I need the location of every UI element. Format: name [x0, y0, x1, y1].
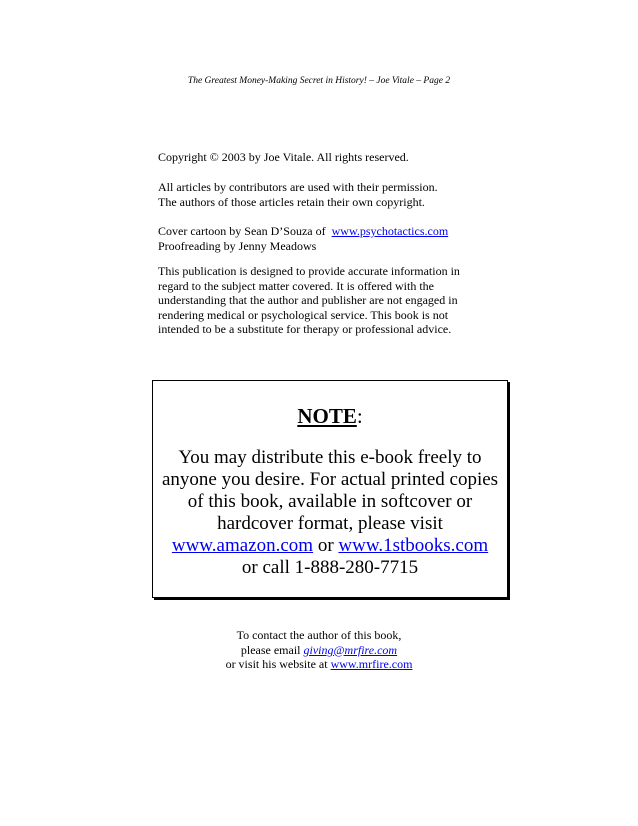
contributors-notice	[158, 180, 498, 209]
contact-email-line	[0, 643, 638, 658]
contact-line-1: To contact the author of this book,	[236, 628, 402, 642]
contributors-line-2: The authors of those articles retain their own copyright.	[158, 194, 425, 209]
note-line-3: of this book, available in softcover or	[187, 491, 473, 512]
note-line-2: anyone you desire. For actual printed copies	[161, 469, 499, 490]
note-line-1: You may distribute this e-book freely to	[178, 447, 482, 468]
contact-email-prefix: please email	[240, 642, 301, 657]
proofreading-credit: Proofreading by Jenny Meadows	[158, 238, 317, 253]
note-links-line	[153, 535, 507, 557]
note-line-4: hardcover format, please visit	[217, 513, 443, 534]
cartoon-credit-text: Cover cartoon by Sean D’Souza of	[158, 224, 326, 238]
note-body	[153, 447, 507, 579]
1stbooks-link[interactable]: www.1stbooks.com	[338, 535, 489, 556]
note-title-colon: :	[356, 404, 363, 428]
copyright-text: Copyright © 2003 by Joe Vitale. All rights reserved.	[158, 150, 409, 164]
contact-website-prefix: or visit his website at	[225, 657, 328, 671]
note-phone-line: or call 1-888-280-7715	[241, 557, 419, 578]
disclaimer-line-4: rendering medical or psychological service. This book is not	[158, 307, 449, 322]
mrfire-website-link[interactable]: www.mrfire.com	[330, 657, 413, 671]
amazon-link[interactable]: www.amazon.com	[171, 535, 314, 556]
contact-block	[0, 628, 638, 672]
email-link[interactable]: giving@mrfire.com	[303, 642, 398, 657]
disclaimer-line-1: This publication is designed to provide accurate information in	[158, 264, 460, 278]
contributors-line-1: All articles by contributors are used with their permission.	[158, 180, 438, 194]
disclaimer-paragraph	[158, 264, 498, 337]
note-link-joiner: or	[317, 535, 334, 556]
cartoon-credit	[158, 224, 498, 239]
running-header: The Greatest Money-Making Secret in History! – Joe Vitale – Page 2	[187, 76, 451, 86]
disclaimer-line-2: regard to the subject matter covered. It is offered with the	[158, 278, 435, 293]
note-heading	[153, 403, 507, 429]
note-box	[152, 380, 508, 598]
credits-block	[158, 224, 498, 253]
disclaimer-line-3: understanding that the author and publisher are not engaged in	[158, 293, 458, 307]
note-title: NOTE	[297, 404, 357, 428]
contact-website-line	[0, 657, 638, 672]
disclaimer-line-5: intended to be a substitute for therapy or professional advice.	[158, 322, 452, 336]
psychotactics-link[interactable]: www.psychotactics.com	[331, 224, 449, 238]
copyright-notice	[158, 150, 498, 165]
